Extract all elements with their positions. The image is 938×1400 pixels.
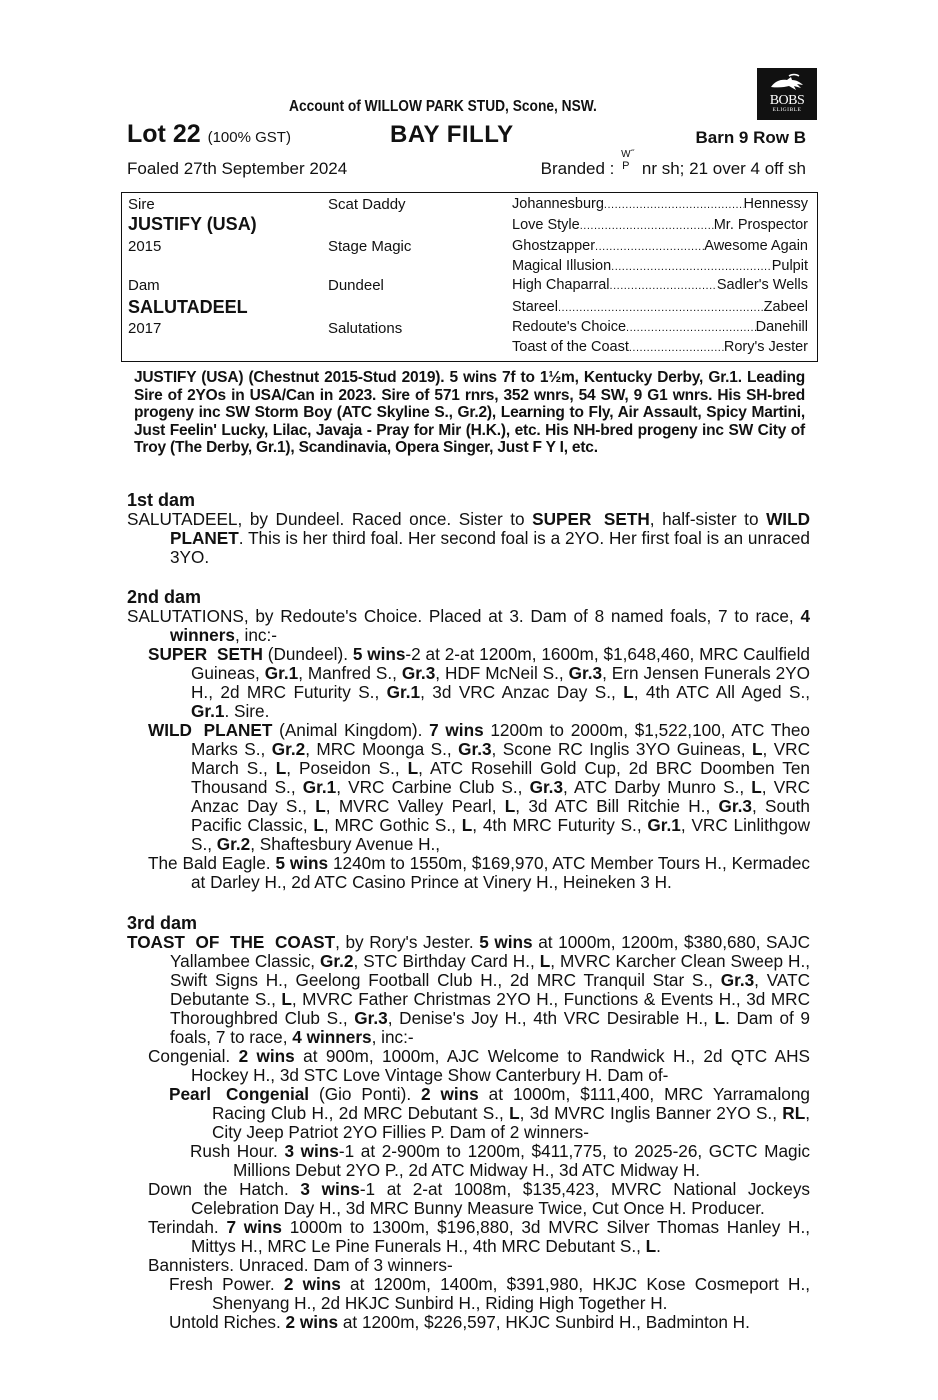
race-grade: Gr.3 (568, 663, 603, 683)
progeny-terindah (127, 1218, 810, 1256)
pedigree-table (121, 192, 818, 362)
gen3-ancestor: Stareel (512, 299, 558, 315)
vendor-account-text: Account of WILLOW PARK STUD, Scone, NSW. (289, 98, 597, 115)
text: . This is her third foal. Her second foal is a 2YO. Her first foal is an unraced 3YO. (170, 528, 810, 567)
text: The Bald Eagle. (148, 853, 276, 873)
dam-sire: Dundeel (328, 277, 384, 294)
race-grade: Gr.2 (320, 951, 354, 971)
race-grade: RL (782, 1103, 806, 1123)
text: Fresh Power. (169, 1274, 284, 1294)
race-grade: Gr.1 (647, 815, 681, 835)
section-heading: 2nd dam (127, 587, 202, 607)
text: at 1000m, 1200m, $380,680, SAJC Yallambee Classic, (170, 932, 810, 971)
text: , VRC Linlithgow S., (191, 815, 810, 854)
text: , half-sister to (649, 509, 767, 529)
text: Untold Riches. (169, 1312, 286, 1332)
race-grade: L (539, 951, 551, 971)
bold-text: 5 wins (275, 853, 329, 873)
text: 1000m to 1300m, $196,880, 3d MVRC Silver Thomas Hanley H., Mittys H., MRC Le Pine Funerals H., 4th MRC Debutant S., (191, 1217, 811, 1256)
lot-number (127, 120, 291, 149)
dam-name: SALUTADEEL (128, 297, 248, 317)
vendor-account (65, 98, 872, 116)
race-grade: Gr.1 (302, 777, 337, 797)
text: , Shaftesbury Avenue H., (250, 834, 441, 854)
text: , ATC Darby Munro S., (563, 777, 752, 797)
race-grade: L (407, 758, 419, 778)
text: , Denise's Joy H., 4th VRC Desirable H., (387, 1008, 715, 1028)
gen3-ancestor: Magical Illusion (512, 258, 612, 274)
text: , South Pacific Classic, (191, 796, 810, 835)
text: at 1200m, $226,597, HKJC Sunbird H., Badminton H. (338, 1312, 750, 1332)
second-dam-section (127, 587, 810, 892)
text: , 4th ATC All Aged S., (633, 682, 810, 702)
horse-name: TOAST OF THE COAST (127, 932, 336, 952)
race-grade: L (509, 1103, 520, 1123)
pedigree-gen3-row (512, 319, 808, 337)
logo-subtext: ELIGIBLE (772, 107, 802, 113)
text: , ATC Rosehill Gold Cup, 2d BRC Doomben Ten Thousand S., (191, 758, 810, 797)
race-grade: Gr.1 (191, 701, 225, 721)
text: , inc:- (371, 1027, 414, 1047)
text: SALUTATIONS, by Redoute's Choice. Placed at 3. Dam of 8 named foals, 7 to race, (127, 606, 801, 626)
pedigree-gen3-row (512, 339, 808, 357)
sire-sire: Scat Daddy (328, 196, 406, 213)
first-dam-section (127, 490, 810, 567)
horse-name: Pearl Congenial (169, 1084, 310, 1104)
horse-name: WILD PLANET (148, 720, 273, 740)
text: , City Jeep Patriot 2YO Fillies P. Dam of 2 winners- (212, 1103, 810, 1142)
horse-name: SUPER SETH (148, 644, 263, 664)
progeny-rush-hour (127, 1142, 810, 1180)
pedigree-gen3-row (512, 196, 808, 214)
barn-location: Barn 9 Row B (695, 128, 806, 147)
gen3-ancestor: Redoute's Choice (512, 319, 627, 335)
bold-text: 2 wins (285, 1312, 339, 1332)
progeny-super-seth (127, 645, 810, 721)
race-grade: Gr.3 (354, 1008, 388, 1028)
text: , inc:- (234, 625, 277, 645)
text: , STC Birthday Card H., (353, 951, 540, 971)
race-grade: Gr.3 (401, 663, 436, 683)
text: -1 at 2-900m to 1200m, $411,775, to 2025-26, GCTC Magic Millions Debut 2YO P., 2d ATC Midway H., 3d ATC Midway H. (233, 1141, 810, 1180)
gen3-ancestor: High Chaparral (512, 277, 610, 293)
text: , 3d MVRC Inglis Banner 2YO S., (519, 1103, 783, 1123)
text: Bannisters. Unraced. Dam of 3 winners- (148, 1255, 453, 1275)
branded-label: Branded : (540, 159, 615, 178)
pedigree-gen3-row (512, 238, 808, 256)
horse-sex-color: BAY FILLY (390, 121, 514, 148)
pedigree-gen3-row (512, 277, 808, 295)
bold-text: 3 wins (300, 1179, 360, 1199)
section-heading: 1st dam (127, 490, 196, 510)
text: SALUTADEEL, by Dundeel. Raced once. Sister to (127, 509, 533, 529)
sire-summary: JUSTIFY (USA) (Chestnut 2015-Stud 2019). 5 wins 7f to 1½m, Kentucky Derby, Gr.1. Leading Sire of 2YOs in USA/Can in 2023. Sire of 571 rnrs, 352 wnrs, 54 SW, 9 G1 wnrs. His SH-bred progeny inc SW Storm Boy (ATC Skyline S., Gr.2), Learning to Fly, Air Assault, Spicy Martini, Just Feelin' Lucky, Lilac, Javaja - Pray for Mir (H.K.), etc. His NH-bred progeny inc SW City of Troy (The Derby, Gr.1), Scandinavia, Opera Singer, Just F Y I, etc. (134, 369, 805, 456)
text: , MVRC Father Christmas 2YO H., Functions & Events H., 3d MRC Thoroughbred Club S., (170, 989, 810, 1028)
race-grade: L (751, 739, 763, 759)
bold-text: 5 wins (479, 932, 533, 952)
dam-dam: Salutations (328, 320, 403, 337)
gen3-ancestor: Toast of the Coast (512, 339, 629, 355)
race-grade: Gr.1 (264, 663, 299, 683)
text: , VRC Anzac Day S., (191, 777, 810, 816)
text: (Gio Ponti). (309, 1084, 422, 1104)
bold-text: 4 winners (170, 606, 810, 645)
bold-text: 7 wins (429, 720, 484, 740)
text: Rush Hour. (190, 1141, 285, 1161)
dam-paragraph (127, 510, 810, 567)
text: , VRC Carbine Club S., (336, 777, 530, 797)
dam-label: Dam (128, 277, 160, 294)
gen3-ancestor-sire: Sadler's Wells (716, 277, 808, 293)
progeny-down-the-hatch (127, 1180, 810, 1218)
sire-dam: Stage Magic (328, 238, 412, 255)
pedigree-gen3-row (512, 217, 808, 235)
branded-text: nr sh; 21 over 4 off sh (641, 159, 806, 178)
race-grade: L (281, 989, 292, 1009)
progeny-fresh-power (127, 1275, 810, 1313)
third-dam-section (127, 913, 810, 1332)
text: , MVRC Karcher Clean Sweep H., Swift Signs H., Geelong Football Club H., 2d MRC Tranquil Star S., (170, 951, 811, 990)
text: at 1200m, 1400m, $391,980, HKJC Kose Cosmeport H., Shenyang H., 2d HKJC Sunbird H., Riding High Together H. (212, 1274, 811, 1313)
foaled-date: Foaled 27th September 2024 (127, 159, 348, 178)
text: -2 at 2-at 1200m, 1600m, $1,648,460, MRC Caulfield Guineas, (191, 644, 810, 683)
horse-head-icon (767, 73, 807, 93)
text: , 3d VRC Anzac Day S., (420, 682, 624, 702)
bold-text: 3 wins (284, 1141, 339, 1161)
brand-mark-bottom: P (622, 160, 630, 172)
text: (Dundeel). (262, 644, 353, 664)
bold-text: 7 wins (226, 1217, 282, 1237)
bold-text: 2 wins (421, 1084, 479, 1104)
race-grade: L (275, 758, 287, 778)
progeny-untold-riches (127, 1313, 810, 1332)
gen3-ancestor-sire: Pulpit (771, 258, 808, 274)
logo-text: BOBS (769, 93, 805, 108)
text: , HDF McNeil S., (435, 663, 569, 683)
gen3-ancestor-sire: Mr. Prospector (713, 217, 808, 233)
gen3-ancestor-sire: Awesome Again (704, 238, 808, 254)
sire-label: Sire (128, 196, 155, 213)
text: , Ern Jensen Funerals 2YO H., 2d MRC Futurity S., (191, 663, 811, 702)
race-grade: L (623, 682, 634, 702)
bold-text: 4 winners (292, 1027, 372, 1047)
brand-mark-top: W˝ (621, 149, 634, 160)
progeny-congenial (127, 1047, 810, 1085)
text: (Animal Kingdom). (272, 720, 430, 740)
race-grade: Gr.3 (529, 777, 564, 797)
gen3-ancestor: Ghostzapper (512, 238, 596, 254)
text: , VRC March S., (191, 739, 810, 778)
text: -1 at 2-at 1008m, $135,423, MVRC National Jockeys Celebration Day H., 3d MRC Bunny Measure Twice, Cut Once H. Producer. (191, 1179, 811, 1218)
text: , by Rory's Jester. (335, 932, 480, 952)
race-grade: L (313, 815, 324, 835)
brand-mark-icon (621, 149, 635, 177)
gst-note: (100% GST) (207, 129, 291, 146)
gen3-ancestor-sire: Danehill (755, 319, 808, 335)
section-heading: 3rd dam (127, 913, 198, 933)
text: at 900m, 1000m, AJC Welcome to Randwick H., 2d QTC AHS Hockey H., 3d STC Love Vintage Show Canterbury H. Dam of- (191, 1046, 811, 1085)
race-grade: Gr.2 (271, 739, 306, 759)
text: , MVRC Valley Pearl, (325, 796, 505, 816)
race-grade: L (714, 1008, 726, 1028)
progeny-wild-planet (127, 721, 810, 854)
race-grade: Gr.3 (718, 796, 752, 816)
lot-label: Lot 22 (127, 120, 201, 148)
race-grade: Gr.1 (386, 682, 421, 702)
dam-paragraph (127, 933, 810, 1047)
text: , Scone RC Inglis 3YO Guineas, (491, 739, 752, 759)
text: Congenial. (148, 1046, 239, 1066)
text: , 3d ATC Bill Ritchie H., (515, 796, 719, 816)
text: , MRC Moonga S., (305, 739, 459, 759)
race-grade: Gr.3 (720, 970, 755, 990)
text: , MRC Gothic S., (323, 815, 462, 835)
text: Terindah. (148, 1217, 227, 1237)
dam-year: 2017 (128, 320, 162, 337)
progeny-pearl-congenial (127, 1085, 810, 1142)
gen3-ancestor-sire: Rory's Jester (723, 339, 808, 355)
race-grade: L (461, 815, 473, 835)
text: . (656, 1236, 661, 1256)
dam-paragraph (127, 607, 810, 645)
text: , 4th MRC Futurity S., (472, 815, 648, 835)
bold-text: 2 wins (238, 1046, 295, 1066)
race-grade: Gr.3 (458, 739, 492, 759)
text: 1200m to 2000m, $1,522,100, ATC Theo Marks S., (191, 720, 810, 759)
text: 1240m to 1550m, $169,970, ATC Member Tours H., Kermadec at Darley H., 2d ATC Casino Prince at Vinery H., Heineken 3 H. (191, 853, 810, 892)
race-grade: L (645, 1236, 657, 1256)
progeny-bannisters (127, 1256, 810, 1275)
race-grade: L (315, 796, 326, 816)
gen3-ancestor-sire: Zabeel (763, 299, 808, 315)
horse-name: SUPER SETH (532, 509, 650, 529)
race-grade: Gr.2 (216, 834, 251, 854)
branding (540, 149, 806, 179)
text: . Dam of 9 foals, 7 to race, (170, 1008, 810, 1047)
text: . Sire. (224, 701, 270, 721)
text: , VATC Debutante S., (170, 970, 810, 1009)
race-grade: L (751, 777, 762, 797)
progeny-bald-eagle (127, 854, 810, 892)
bold-text: 2 wins (283, 1274, 341, 1294)
bold-text: 5 wins (352, 644, 406, 664)
pedigree-gen3-row (512, 299, 808, 317)
text: Down the Hatch. (148, 1179, 301, 1199)
text: at 1000m, $111,400, MRC Yarramalong Racing Club H., 2d MRC Debutant S., (212, 1084, 810, 1123)
gen3-ancestor-sire: Hennessy (743, 196, 808, 212)
text: , Manfred S., (298, 663, 402, 683)
gen3-ancestor: Johannesburg (512, 196, 604, 212)
gen3-ancestor: Love Style (512, 217, 580, 233)
sire-name: JUSTIFY (USA) (128, 214, 257, 234)
horse-name: WILD PLANET (170, 509, 810, 548)
text: , Poseidon S., (286, 758, 408, 778)
race-grade: L (504, 796, 516, 816)
sire-year: 2015 (128, 238, 162, 255)
pedigree-gen3-row (512, 258, 808, 276)
